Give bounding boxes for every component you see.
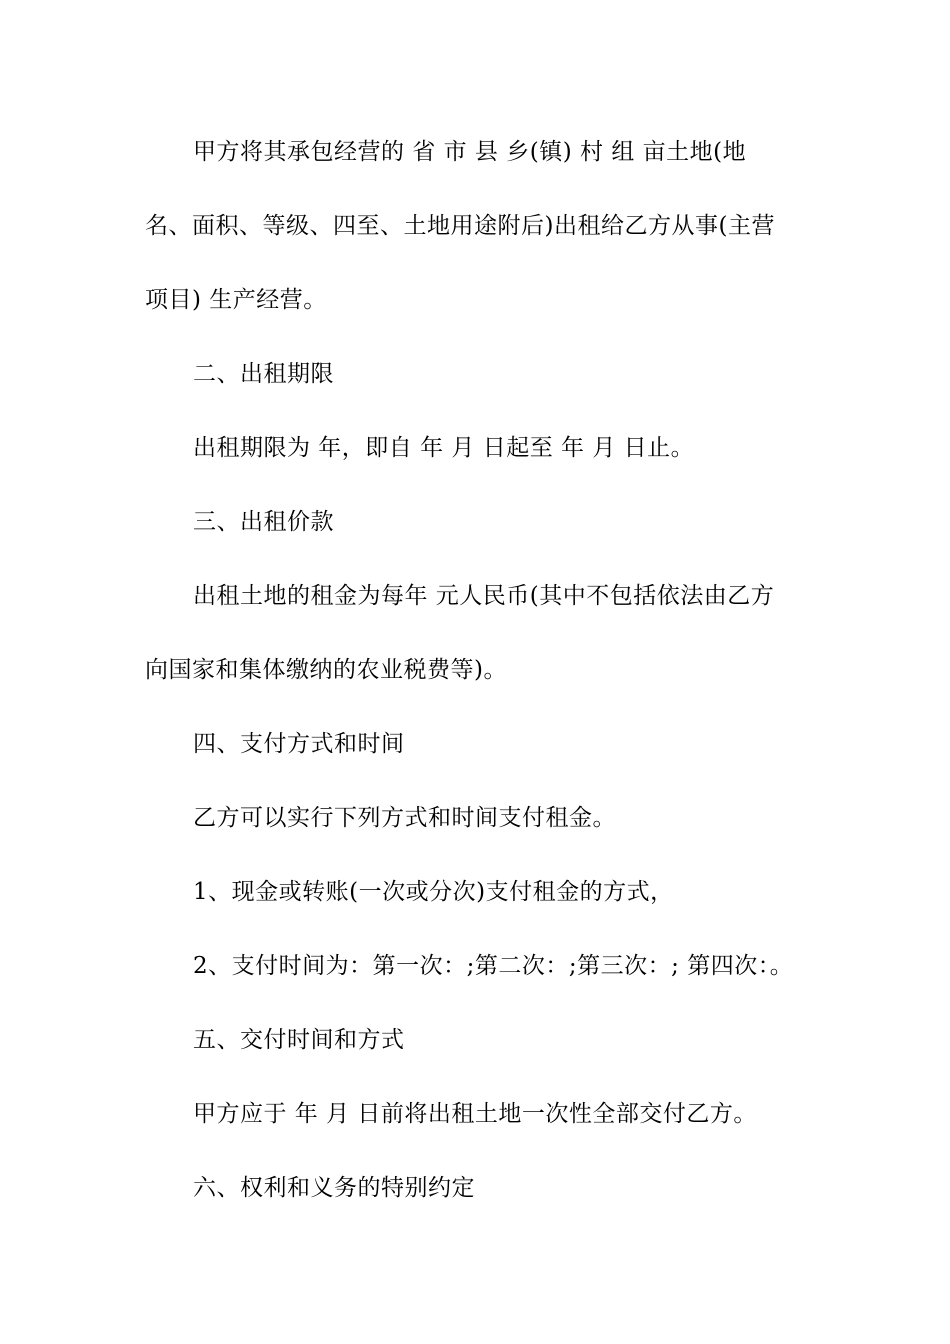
section-heading: 六、权利和义务的特别约定 — [193, 1175, 475, 1201]
paragraph-line: 出租期限为 年，即自 年 月 日起至 年 月 日止。 — [193, 435, 695, 461]
section-heading: 五、交付时间和方式 — [193, 1027, 405, 1053]
section-heading: 三、出租价款 — [193, 509, 334, 535]
paragraph-line: 项目) 生产经营。 — [145, 287, 327, 313]
paragraph-line: 甲方将其承包经营的 省 市 县 乡(镇) 村 组 亩土地(地 — [193, 139, 747, 165]
section-heading: 二、出租期限 — [193, 361, 334, 387]
paragraph-line: 名、面积、等级、四至、土地用途附后)出租给乙方从事(主营 — [145, 213, 775, 239]
paragraph-line: 乙方可以实行下列方式和时间支付租金。 — [193, 805, 616, 831]
paragraph-line: 出租土地的租金为每年 元人民币(其中不包括依法由乙方 — [193, 583, 775, 609]
paragraph-line: 甲方应于 年 月 日前将出租土地一次性全部交付乙方。 — [193, 1101, 757, 1127]
list-item: 2、支付时间为：第一次：;第二次：;第三次：; 第四次：。 — [193, 953, 794, 979]
section-heading: 四、支付方式和时间 — [193, 731, 405, 757]
paragraph-line: 向国家和集体缴纳的农业税费等)。 — [145, 657, 507, 683]
list-item: 1、现金或转账(一次或分次)支付租金的方式， — [193, 879, 674, 905]
